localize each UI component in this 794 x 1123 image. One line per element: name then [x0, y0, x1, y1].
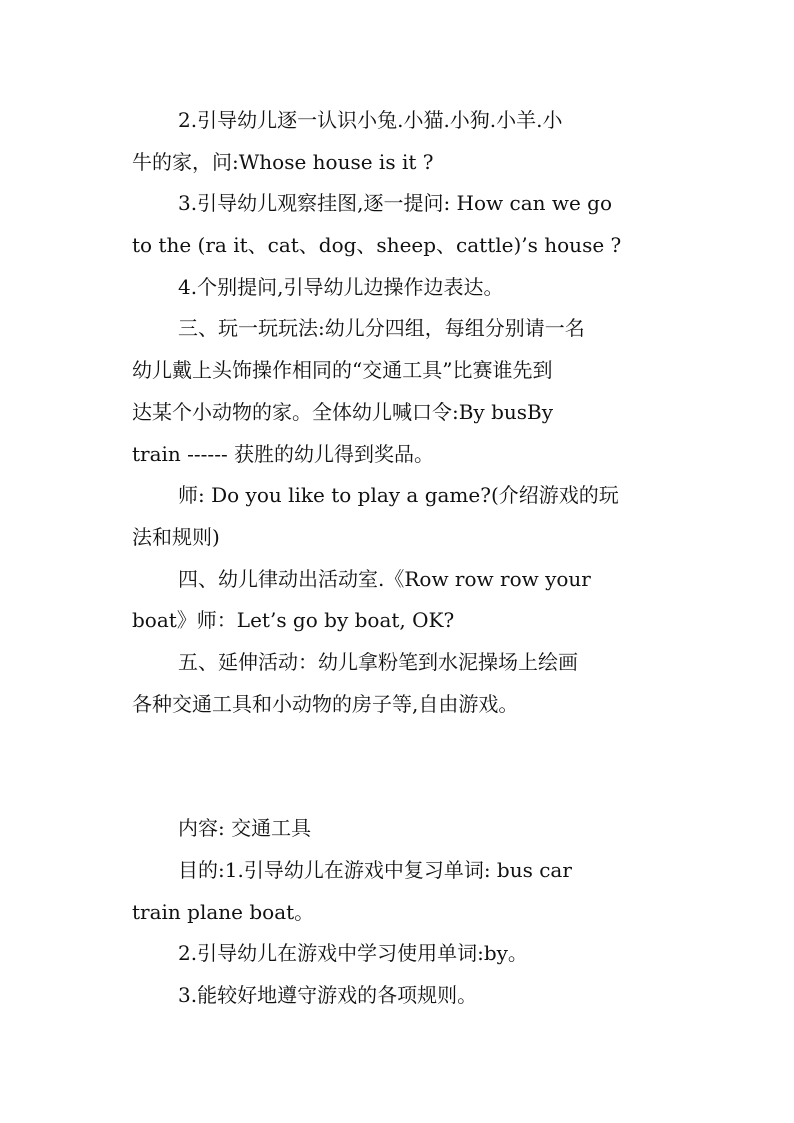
text-line: 五、延伸活动：幼儿拿粉笔到水泥操场上绘画: [178, 649, 578, 674]
document-body: [132, 100, 664, 1017]
text-line: 师: Do you like to play a game?(介绍游戏的玩: [178, 483, 619, 508]
text-line: 达某个小动物的家。全体幼儿喊口令:By busBy: [132, 399, 554, 424]
text-line: train plane boat。: [132, 899, 315, 924]
text-line: 3.能较好地遵守游戏的各项规则。: [178, 983, 478, 1008]
text-line: 2.引导幼儿逐一认识小兔.小猫.小狗.小羊.小: [178, 108, 563, 132]
text-line: 内容: 交通工具: [178, 816, 312, 841]
text-line: 3.引导幼儿观察挂图,逐一提问: How can we go: [178, 191, 613, 216]
text-line: 幼儿戴上头饰操作相同的“交通工具”比赛谁先到: [132, 358, 553, 383]
section-gap: [132, 725, 664, 808]
text-line: boat》师：Let’s go by boat, OK?: [132, 608, 455, 633]
text-line: 三、玩一玩玩法:幼儿分四组，每组分别请一名: [178, 316, 585, 341]
text-line: 4.个别提问,引导幼儿边操作边表达。: [178, 274, 504, 299]
text-line: 法和规则): [132, 524, 220, 549]
text-line: 四、幼儿律动出活动室.《Row row row your: [178, 566, 591, 591]
text-line: 牛的家，问:Whose house is it ?: [132, 149, 434, 174]
text-line: 2.引导幼儿在游戏中学习使用单词:by。: [178, 941, 528, 966]
text-line: to the (ra it、cat、dog、sheep、cattle)’s house ?: [132, 233, 622, 258]
text-line: train ------ 获胜的幼儿得到奖品。: [132, 441, 435, 466]
text-line: 目的:1.引导幼儿在游戏中复习单词: bus car: [178, 858, 572, 882]
text-line: 各种交通工具和小动物的房子等,自由游戏。: [132, 691, 519, 716]
